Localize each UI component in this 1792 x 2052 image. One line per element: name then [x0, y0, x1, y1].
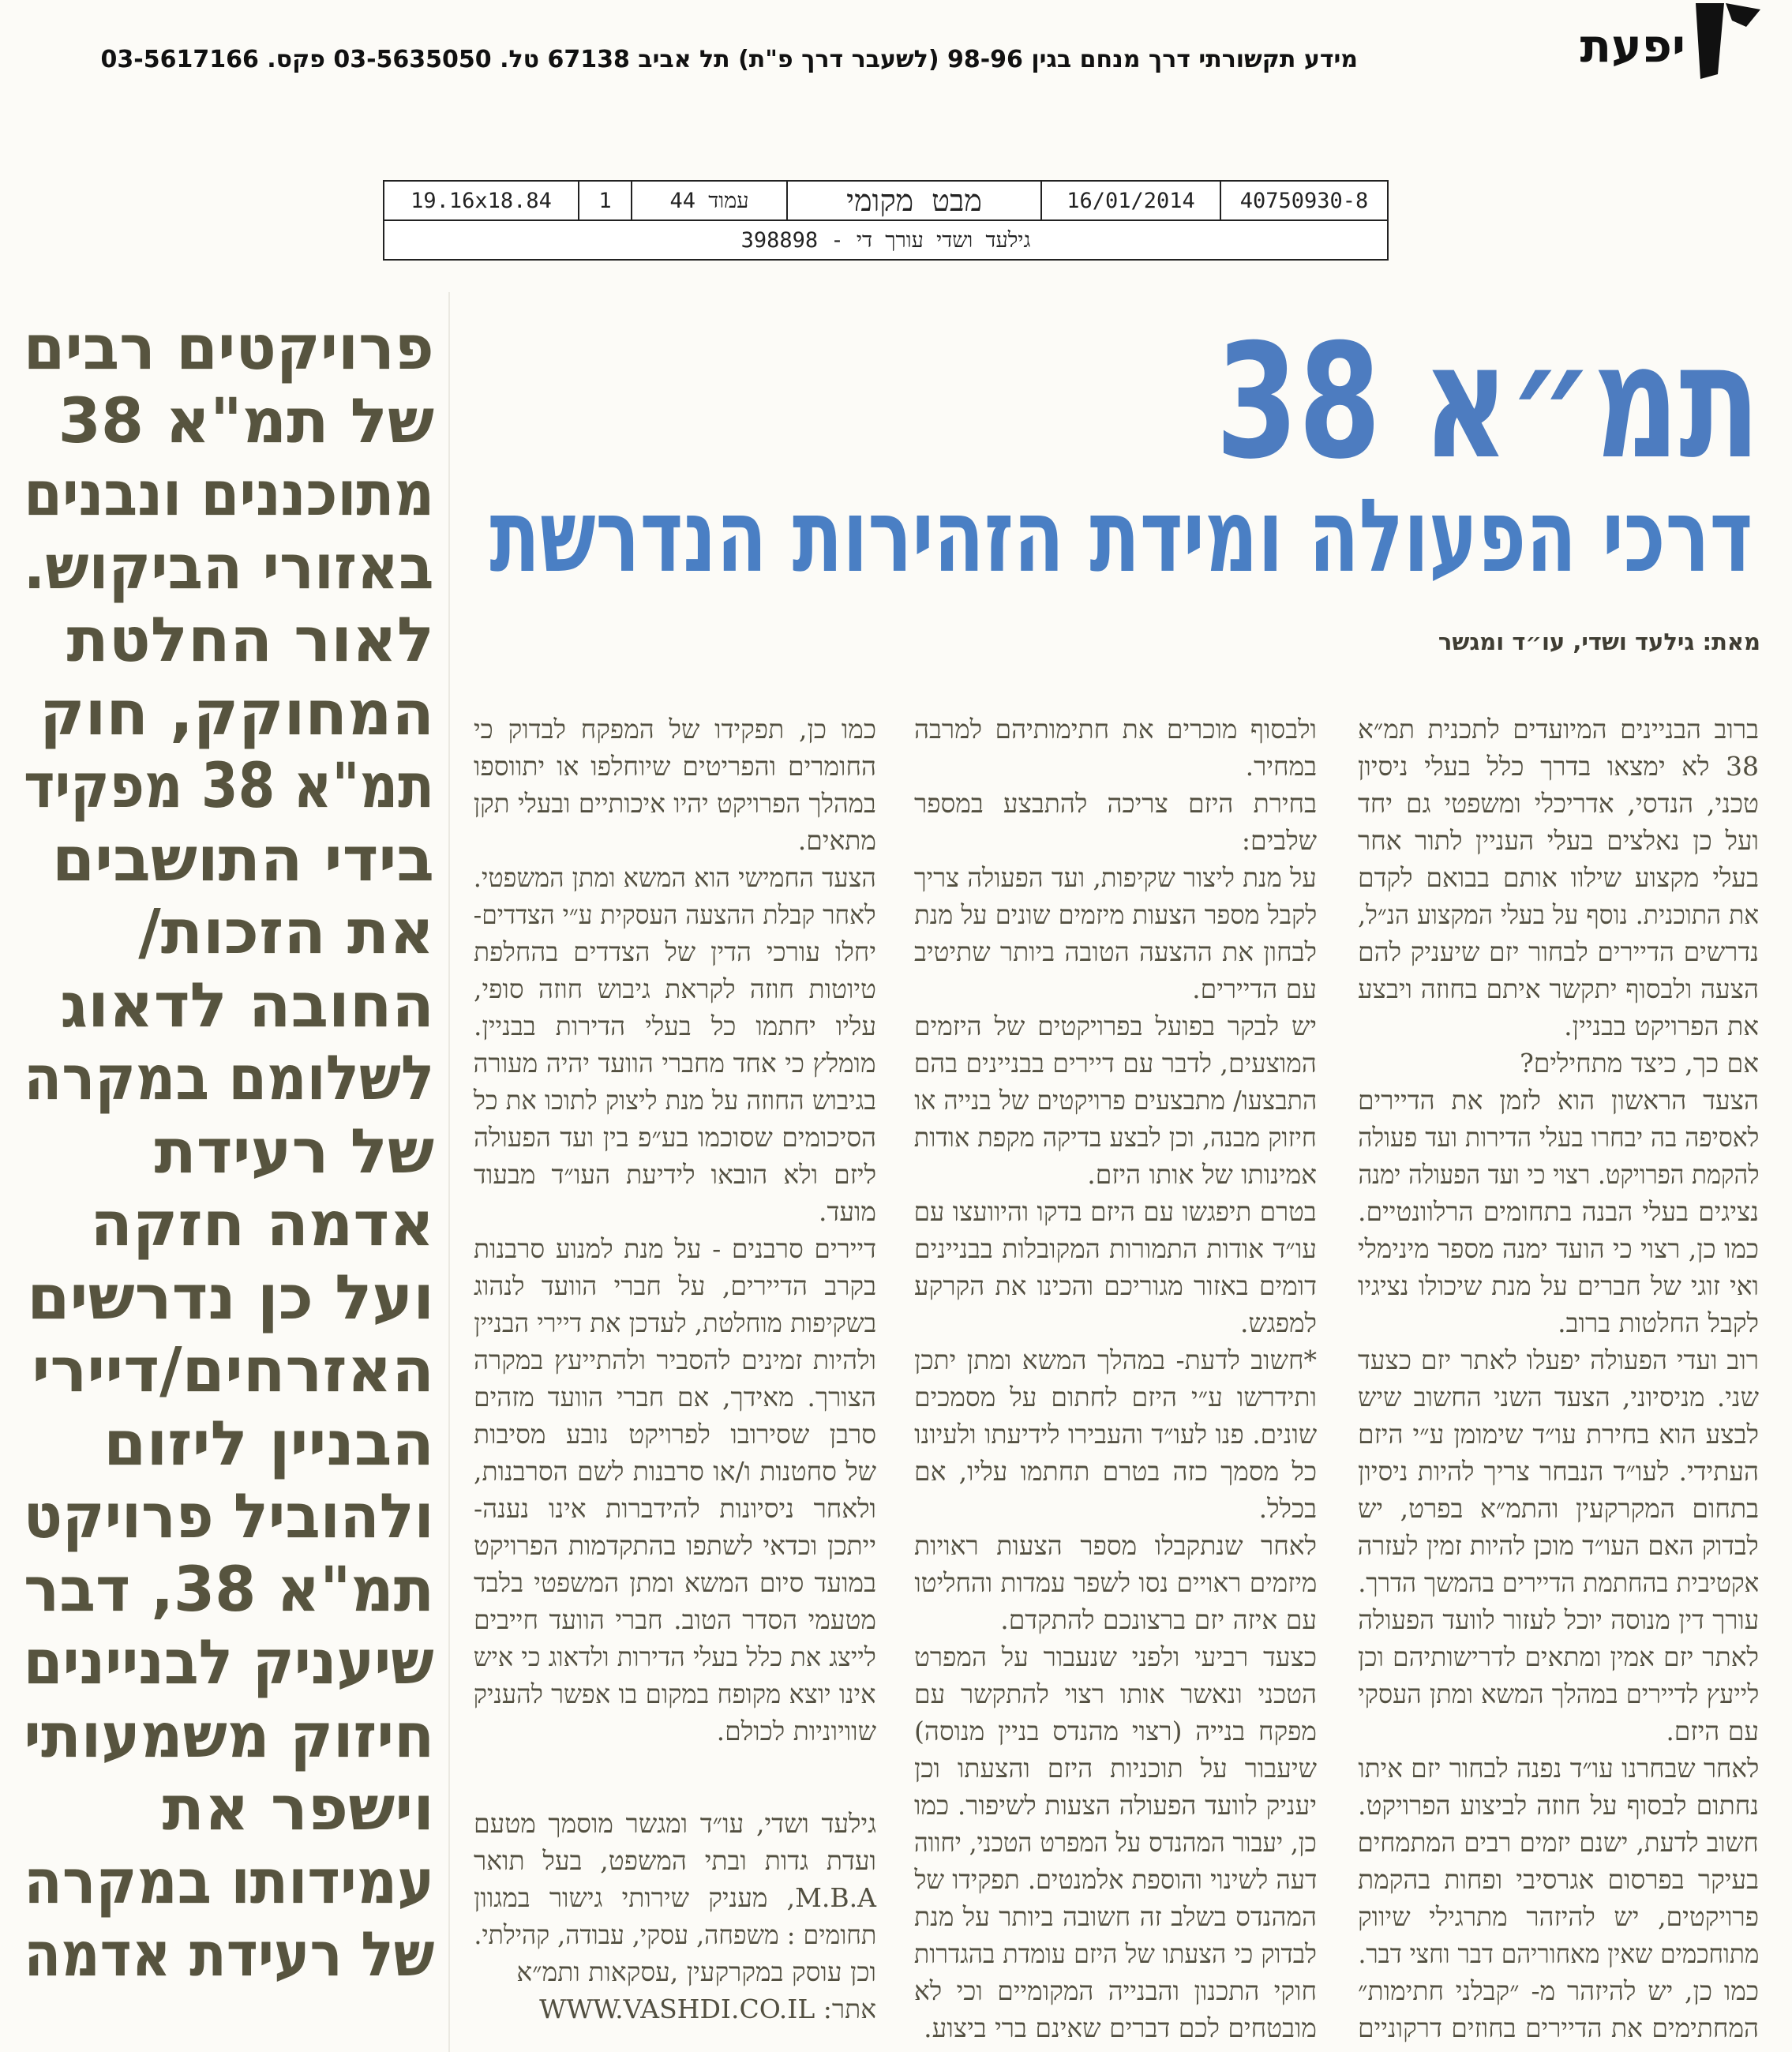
text-line-content: נחתום לבסוף על חוזה לביצוע הפרויקט.: [1358, 1790, 1759, 1821]
text-line-content: טכני, הנדסי, אדריכלי ומשפטי גם יחד: [1358, 788, 1759, 819]
pullquote-line: [24, 1408, 434, 1481]
text-line-content: מומלץ כי אחד מחברי הוועד יהיה מעורה: [474, 1048, 876, 1079]
text-line-content: שלבים:: [1241, 825, 1317, 856]
text-line: [914, 1601, 1317, 1638]
article-title: [1192, 310, 1760, 494]
text-line: [914, 748, 1317, 785]
text-line-content: את הפרויקט בבניין.: [1564, 1011, 1759, 1041]
text-line-content: לאחר שנתקבלו מספר הצעות ראויות: [914, 1530, 1317, 1561]
text-line-content: הצעה ולבסוף יתקשר איתם בחוזה ויבצע: [1358, 973, 1759, 1004]
pullquote-line-text: תמ"א 38, דבר: [24, 1554, 434, 1626]
text-line: [1358, 1416, 1759, 1453]
text-line: [914, 1007, 1317, 1045]
text-line-content: בכלל.: [1258, 1493, 1317, 1524]
text-line-content: העתידי. לעו״ד הנבחר צריך להיות ניסיון: [1358, 1456, 1759, 1487]
text-line: [1358, 1007, 1759, 1045]
text-line-content: ולבסוף מוכרים את חתימותיהם למרבה: [914, 714, 1317, 745]
text-line-content: נדרשים הדיירים לבחור יזם שיעניק להם: [1358, 936, 1759, 967]
text-line: [1358, 748, 1759, 785]
text-line-content: כמו כן, יש להיזהר מ- ״קבלני חתימות״: [1358, 1975, 1759, 2006]
text-line-content: המהנדס בשלב זה חשובה ביותר על מנת: [914, 1901, 1317, 1932]
text-line: [914, 1416, 1317, 1453]
pullquote-line-text: בידי התושבים: [51, 823, 434, 895]
text-line-content: לאחר קבלת ההצעה העסקית ע״י הצדדים-: [474, 899, 876, 930]
text-line-content: במועד סיום המשא ומתן המשפטי בלבד: [474, 1567, 876, 1598]
pullquote-line: [24, 1700, 434, 1773]
text-line-content: 38 לא ימצאו בדרך כלל בעלי ניסיון: [1358, 751, 1759, 782]
text-line-content: מתוחכמים שאין מאחוריהם דבר וחצי דבר.: [1358, 1938, 1759, 1969]
text-line: [914, 1193, 1317, 1230]
text-line-content: לבחון את ההצעה הטובה ביותר שתיטיב: [914, 936, 1317, 967]
article-subtitle-text: דרכי הפעולה ומידת הזהירות הנדרשת: [489, 478, 1753, 595]
pullquote-line-text: חיזוק משמעותי: [24, 1700, 434, 1772]
text-line: [1358, 896, 1759, 933]
text-line-content: חוקי התכנון והבנייה המקומיים וכי לא: [914, 1975, 1317, 2006]
info-subject: גילעד ושדי עורך די - 398898: [740, 227, 1031, 253]
text-line: [1358, 1750, 1759, 1787]
text-line: [474, 1879, 876, 1916]
text-line: [1358, 1119, 1759, 1156]
text-line-content: להקמת הפרויקט. רצוי כי ועד הפעולה ימנה: [1358, 1159, 1759, 1190]
text-line: [474, 1379, 876, 1416]
text-line: [474, 1230, 876, 1267]
article-column-2: [914, 711, 1317, 2046]
text-line-content: עו״ד אודות התמורות המקובלות בבניינים: [914, 1233, 1317, 1264]
text-line: [474, 859, 876, 896]
text-line: [1358, 2009, 1759, 2046]
text-line-content: לאסיפה בה יבחרו בעלי הדירות ועד פעולה: [1358, 1122, 1759, 1153]
text-line-content: בגיבוש החוזה על מנת ליצוק לתוכו את כל: [474, 1085, 876, 1116]
text-line-content: לאחר שבחרנו עו״ד נפנה לבחור יזם איתו: [1358, 1753, 1759, 1784]
text-line: [474, 1045, 876, 1082]
pullquote-line: [24, 1846, 434, 1919]
text-line-content: הטכני ונאשר אותו רצוי להתקשר עם: [914, 1679, 1317, 1709]
pullquote-line: [24, 312, 434, 385]
pullquote-line: [24, 1554, 434, 1627]
text-line: [1358, 1898, 1759, 1935]
pullquote-line: [24, 1919, 434, 1992]
text-line: [474, 896, 876, 933]
text-line: [914, 1304, 1317, 1341]
text-line-content: מתאים.: [797, 825, 876, 856]
text-line-content: אתר: WWW.VASHDI.CO.IL: [539, 1994, 876, 2024]
text-line: [1358, 1082, 1759, 1119]
text-line: [474, 1842, 876, 1879]
text-line-content: ועדת גדות ובתי המשפט, בעל תואר: [474, 1845, 876, 1876]
pullquote-line-text: את הזכות/: [138, 897, 434, 968]
text-line: [474, 1416, 876, 1453]
text-line: [914, 2009, 1317, 2046]
pullquote-line-text: של תמ"א 38: [58, 385, 434, 457]
text-line-content: בעלי מקצוע שילוו אותם בבואם לקדם: [1358, 862, 1759, 893]
text-line-content: ואי זוגי של חברים על מנת שיכולו נציגיו: [1358, 1270, 1759, 1301]
text-line-content: ולהיות זמינים להסביר ולהתייעץ במקרה: [474, 1345, 876, 1375]
text-line: [474, 1490, 876, 1527]
article-title-text: תמ״א 38: [1216, 310, 1760, 494]
text-line-content: יש לבקר בפועל בפרויקטים של היזמים: [914, 1011, 1317, 1041]
text-line-content: דעה לשינוי והוספת אלמנטים. תפקידו של: [914, 1864, 1317, 1895]
text-line-content: שיעבור על תוכניות היזם והצעתו וכן: [914, 1753, 1317, 1784]
logo-word: יפעת: [1580, 19, 1685, 73]
text-line: [474, 1527, 876, 1564]
text-line-content: מיזמים ראויים נסו לשפר עמדות והחליטו: [914, 1567, 1317, 1598]
text-line-content: לייצג את כלל בעלי הדירות ולדאוג כי איש: [474, 1641, 876, 1672]
article-column-3: [474, 711, 876, 2028]
pullquote-line: [24, 1262, 434, 1335]
info-count: 1: [578, 182, 631, 219]
pullquote-line-text: של רעידת אדמה: [24, 1919, 434, 1990]
text-line: [1358, 1379, 1759, 1416]
text-line-content: לבדוק האם העו״ד מוכן להיות זמין לעזרה: [1358, 1530, 1759, 1561]
text-line: [1358, 1861, 1759, 1898]
text-line-content: גילעד ושדי, עו״ד ומגשר מוסמך מטעם: [474, 1808, 876, 1839]
text-line-content: אינו יוצא מקופח במקום בו אפשר להעניק: [474, 1679, 876, 1709]
text-line-content: במהלך הפרויקט יהיו איכותיים ובעלי תקן: [474, 788, 876, 819]
text-line-content: הסיכומים שסוכמו בע״פ בין ועד הפעולה: [474, 1122, 876, 1153]
info-article-id: 40750930-8: [1220, 182, 1387, 219]
text-line-content: רוב ועדי הפעולה יפעלו לאתר יזם כצעד: [1358, 1345, 1759, 1375]
text-line: [914, 1750, 1317, 1787]
info-row: [384, 182, 1387, 221]
pullquote-line: [24, 1626, 434, 1700]
text-line: [1358, 933, 1759, 970]
text-line: [474, 1601, 876, 1638]
text-line-content: בחירת היזם צריכה להתבצע במספר: [914, 788, 1317, 819]
text-line-content: ליזם ולא הובאו לידיעת העו״ד מבעוד: [474, 1159, 876, 1190]
text-line-content: M.B.A, מעניק שירותי גישור במגוון: [474, 1882, 876, 1913]
pullquote-line-text: באזורי הביקוש.: [24, 531, 434, 603]
article-column-1: [1358, 711, 1759, 2046]
pullquote-line-text: הבניין ליזום: [103, 1408, 434, 1480]
text-line-content: ייתכן וכדאי לשתפו בהתקדמות הפרויקט: [474, 1530, 876, 1561]
pullquote-line-text: עמידותו במקרה: [24, 1846, 434, 1918]
pullquote-line-text: תמ"א 38 מפקיד: [24, 751, 434, 822]
text-line: [1358, 1230, 1759, 1267]
text-line-content: לאתר יזם אמין ומתאים לדרישותיהם וכן: [1358, 1641, 1759, 1672]
text-line: [914, 970, 1317, 1007]
text-line-content: עם איזה יזם ברצונכם להתקדם.: [1000, 1604, 1317, 1635]
text-line-content: אמינותו של אותו היזם.: [1087, 1159, 1317, 1190]
text-line: [1358, 1341, 1759, 1379]
text-line-content: לקבל החלטות ברוב.: [1558, 1307, 1759, 1338]
text-line-content: לבצע הוא בחירת עו״ד שימומן ע״י היזם: [1358, 1419, 1759, 1450]
text-line: [914, 1787, 1317, 1824]
text-line-content: לבדוק כי הצעתו של היזם עומדת בהגדרות: [914, 1938, 1317, 1969]
pullquote-line-text: אדמה חזקה: [90, 1189, 434, 1260]
byline: מאת: גילעד ושדי, עו״ד ומגשר: [1438, 628, 1760, 655]
text-line: [474, 1453, 876, 1490]
text-line: [474, 1119, 876, 1156]
info-publication: מבט מקומי: [786, 182, 1040, 219]
text-line-content: למפגש.: [1239, 1307, 1317, 1338]
text-line: [474, 1805, 876, 1842]
pullquote-line-text: לשלומם במקרה: [24, 1043, 434, 1114]
pullquote-line-text: שיעניק לבניינים: [24, 1627, 434, 1698]
text-line-content: ועל כן נאלצים בעלי העניין לתור אחר: [1358, 825, 1759, 856]
bio-spacer: [474, 1750, 876, 1805]
clipping-info-box: [383, 180, 1389, 261]
text-line: [914, 1675, 1317, 1713]
pullquote-line: [24, 823, 434, 897]
text-line: [914, 1453, 1317, 1490]
text-line-content: עורך דין מנוסה יוכל לעזור לוועד הפעולה: [1358, 1604, 1759, 1635]
pullquote-line: [24, 1188, 434, 1262]
yifat-logo: [1563, 3, 1760, 82]
pullquote-line: [24, 750, 434, 823]
text-line-content: ותידרשו ע״י היזם לחתום על מסמכים: [914, 1382, 1317, 1412]
text-line: [914, 1045, 1317, 1082]
pullquote-line: [24, 1116, 434, 1189]
text-line: [1358, 1527, 1759, 1564]
text-line: [914, 1230, 1317, 1267]
text-line-content: התבצעו/ מתבצעים פרויקטים של בנייה או: [914, 1085, 1317, 1116]
text-line-content: שוויוניות לכולם.: [716, 1716, 876, 1746]
text-line: [474, 1304, 876, 1341]
pullquote-line: [24, 1334, 434, 1408]
text-line: [914, 1638, 1317, 1675]
text-line: [914, 1267, 1317, 1304]
pullquote-line: [24, 1773, 434, 1846]
text-line: [474, 933, 876, 970]
pullquote-line: [24, 604, 434, 677]
text-line: [474, 970, 876, 1007]
text-line-content: כן, יעבור המהנדס על המפרט הטכני, יחווה: [914, 1827, 1317, 1858]
text-line: [1358, 1638, 1759, 1675]
text-line-content: שני. מניסיוני, הצעד השני החשוב שיש: [1358, 1382, 1759, 1412]
text-line: [914, 1379, 1317, 1416]
text-line-content: את התוכנית. נוסף על בעלי המקצוע הנ״ל,: [1358, 899, 1759, 930]
text-line-content: כצעד רביעי ולפני שנעבור על המפרט: [914, 1641, 1317, 1672]
text-line-content: מועד.: [818, 1196, 876, 1227]
text-line: [914, 822, 1317, 859]
text-line: [474, 785, 876, 822]
text-line-content: תחומים : משפחה, עסקי, עבודה, קהילתי.: [474, 1919, 876, 1950]
text-line-content: הצעד הראשון הוא לזמן את הדיירים: [1358, 1085, 1759, 1116]
text-line-content: אקטיבית בהחתמת הדיירים בהמשך הדרך.: [1358, 1567, 1759, 1598]
text-line: [914, 1527, 1317, 1564]
text-line-content: דיירים סרבנים - על מנת למנוע סרבנות: [474, 1233, 876, 1264]
pullquote-line-text: החובה לדאוג: [60, 970, 434, 1041]
text-line-content: מפקח בנייה (רצוי מהנדס בניין מנוסה): [914, 1716, 1317, 1746]
text-line-content: בתחום המקרקעין והתמ״א בפרט, יש: [1358, 1493, 1759, 1524]
text-line-content: סרבן שסירובו לפרויקט נובע מסיבות: [474, 1419, 876, 1450]
text-line-content: נציגים בעלי הבנה בתחומים הרלוונטיים.: [1358, 1196, 1759, 1227]
text-line: [914, 711, 1317, 748]
text-line-content: *חשוב לדעת- במהלך המשא ומתן יתכן: [914, 1345, 1317, 1375]
text-line: [474, 1564, 876, 1601]
text-line-content: אם כך, כיצד מתחילים?: [1520, 1048, 1759, 1079]
text-line: [1358, 1675, 1759, 1713]
text-line-content: המחתימים את הדיירים בחוזים דרקוניים: [1358, 2013, 1759, 2043]
text-line-content: הצעד החמישי הוא המשא ומתן המשפטי.: [474, 862, 876, 893]
text-line-content: בעיקר בפרסום אגרסיבי ופחות בהקמת: [1358, 1864, 1759, 1895]
text-line: [1358, 859, 1759, 896]
text-line: [474, 748, 876, 785]
text-line-content: פרויקטים, יש להיזהר מתרגילי שיווק: [1358, 1901, 1759, 1932]
pullquote-line-text: המחוקק, חוק: [39, 677, 434, 749]
pullquote-line-text: פרויקטים רבים: [24, 313, 434, 384]
text-line-content: מובטחים לכם דברים שאינם ברי ביצוע.: [924, 2013, 1317, 2043]
text-line-content: טיוטות חוזה לקראת גיבוש חוזה סופי,: [474, 973, 876, 1004]
text-line-content: במחיר.: [1245, 751, 1317, 782]
pullquote-line: [24, 677, 434, 751]
text-line: [1358, 1267, 1759, 1304]
text-line-content: עליו יחתמו כל בעלי הדירות בבניין.: [474, 1011, 876, 1041]
text-line: [474, 1953, 876, 1990]
text-line-content: חשוב לדעת, ישנם יזמים רבים המתמחים: [1358, 1827, 1759, 1858]
text-line-content: לקבל מספר הצעות מיזמים שונים על מנת: [914, 899, 1317, 930]
text-line: [1358, 1601, 1759, 1638]
header-contact-line: מידע תקשורתי דרך מנחם בגין 98-96 (לשעבר דרך פ"ת) תל אביב 67138 טל. 03-5635050 פקס. 03-5617166: [100, 46, 1358, 73]
text-line: [1358, 1787, 1759, 1824]
text-line: [914, 1898, 1317, 1935]
text-line-content: כל מסמך כזה בטרם תחתמו עליו, אם: [914, 1456, 1317, 1487]
text-line: [914, 785, 1317, 822]
pullquote-line: [24, 970, 434, 1043]
pullquote-line: [24, 896, 434, 970]
text-line-content: לייעץ לדיירים במהלך המשא ומתן העסקי: [1358, 1679, 1759, 1709]
text-line: [474, 1156, 876, 1193]
text-line: [474, 1267, 876, 1304]
info-page: עמוד 44: [631, 182, 786, 219]
text-line: [1358, 1304, 1759, 1341]
text-line: [474, 1341, 876, 1379]
text-line-content: וכן עוסק במקרקעין ,עסקאות ותמ״א: [516, 1956, 876, 1987]
text-line: [914, 1119, 1317, 1156]
text-line: [1358, 785, 1759, 822]
text-line-content: החומרים והפריטים שיוחלפו או יתווספו: [474, 751, 876, 782]
text-line: [474, 1638, 876, 1675]
text-line: [474, 1675, 876, 1713]
text-line: [1358, 1713, 1759, 1750]
text-line: [474, 711, 876, 748]
text-line: [1358, 1824, 1759, 1861]
text-line: [1358, 1453, 1759, 1490]
text-line-content: יעניק לוועד הפעולה הצעות לשיפור. כמו: [914, 1790, 1317, 1821]
text-line-content: על מנת ליצור שקיפות, ועד הפעולה צריך: [914, 862, 1317, 893]
text-line-content: המוצעים, לדבר עם דיירים בבניינים בהם: [914, 1048, 1317, 1079]
pullquote-line: [24, 1480, 434, 1554]
text-line-content: בשקיפות מוחלטת, לעדכן את דיירי הבניין: [474, 1307, 876, 1338]
article-subtitle: [482, 478, 1753, 595]
text-line-content: חיזוק מבנה, וכן לבצע בדיקה מקפת אודות: [914, 1122, 1317, 1153]
text-line-content: שונים. פנו לעו״ד והעבירו לידיעתו ולעיונו: [914, 1419, 1317, 1450]
text-line: [474, 1193, 876, 1230]
text-line: [474, 1713, 876, 1750]
text-line-content: של סחטנות ו/או סרבנות לשם הסרבנות,: [474, 1456, 876, 1487]
text-line: [1358, 1972, 1759, 2009]
text-line-content: בקרב הדיירים, על חברי הוועד לנהוג: [474, 1270, 876, 1301]
pullquote-line-text: ולהוביל פרויקט: [24, 1481, 434, 1552]
text-line: [914, 1156, 1317, 1193]
text-line: [1358, 1490, 1759, 1527]
text-line: [914, 1824, 1317, 1861]
text-line: [1358, 1156, 1759, 1193]
text-line: [914, 1082, 1317, 1119]
text-line-content: ולאחר ניסיונות להידברות אינו נענה-: [474, 1493, 876, 1524]
text-line: [914, 1935, 1317, 1972]
text-line: [914, 1490, 1317, 1527]
text-line-content: עם הדיירים.: [1192, 973, 1317, 1004]
info-date: 16/01/2014: [1040, 182, 1220, 219]
text-line: [474, 822, 876, 859]
pullquote-line-text: האזרחים/דיירי: [32, 1335, 434, 1406]
text-line: [1358, 970, 1759, 1007]
text-line: [1358, 1564, 1759, 1601]
text-line: [1358, 1045, 1759, 1082]
text-line-content: כמו כן, תפקידו של המפקח לבדוק כי: [474, 714, 876, 745]
text-line: [1358, 711, 1759, 748]
text-line: [914, 1972, 1317, 2009]
text-line: [914, 1713, 1317, 1750]
text-line-content: כמו כן, רצוי כי הועד ימנה מספר מינימלי: [1358, 1233, 1759, 1264]
info-size: 19.16x18.84: [411, 188, 552, 213]
text-line: [914, 933, 1317, 970]
pullquote-line-text: של רעידת: [154, 1116, 434, 1187]
pullquote-line: [24, 1042, 434, 1116]
text-line: [914, 896, 1317, 933]
text-line-content: עם היזם.: [1666, 1716, 1759, 1746]
pullquote-line-text: מתוכננים ונבנים: [24, 459, 434, 530]
text-line: [1358, 822, 1759, 859]
text-line-content: דומים באזור מגוריכם והכינו את הקרקע: [914, 1270, 1317, 1301]
text-line: [474, 1082, 876, 1119]
text-line-content: יחלו עורכי הדין של הצדדים בהחלפת: [474, 936, 876, 967]
text-line-content: בטרם תיפגשו עם היזם בדקו והיוועצו עם: [914, 1196, 1317, 1227]
text-line: [1358, 1935, 1759, 1972]
text-line: [474, 1007, 876, 1045]
text-line: [474, 1916, 876, 1953]
text-line: [914, 1861, 1317, 1898]
text-line-content: ברוב הבניינים המיועדים לתכנית תמ״א: [1358, 714, 1759, 745]
text-line: [914, 859, 1317, 896]
text-line: [474, 1990, 876, 2028]
pullquote-line: [24, 385, 434, 459]
text-line-content: מטעמי הסדר הטוב. חברי הוועד חייבים: [474, 1604, 876, 1635]
pullquote-line-text: וישפר את: [162, 1773, 434, 1844]
text-line: [914, 1564, 1317, 1601]
text-line: [914, 1341, 1317, 1379]
text-line-content: הצורך. מאידך, אם חברי הוועד מזהים: [474, 1382, 876, 1412]
pullquote-line-text: לאור החלטת: [66, 605, 434, 676]
text-line: [1358, 1193, 1759, 1230]
pullquote-line-text: ועל כן נדרשים: [27, 1262, 434, 1334]
